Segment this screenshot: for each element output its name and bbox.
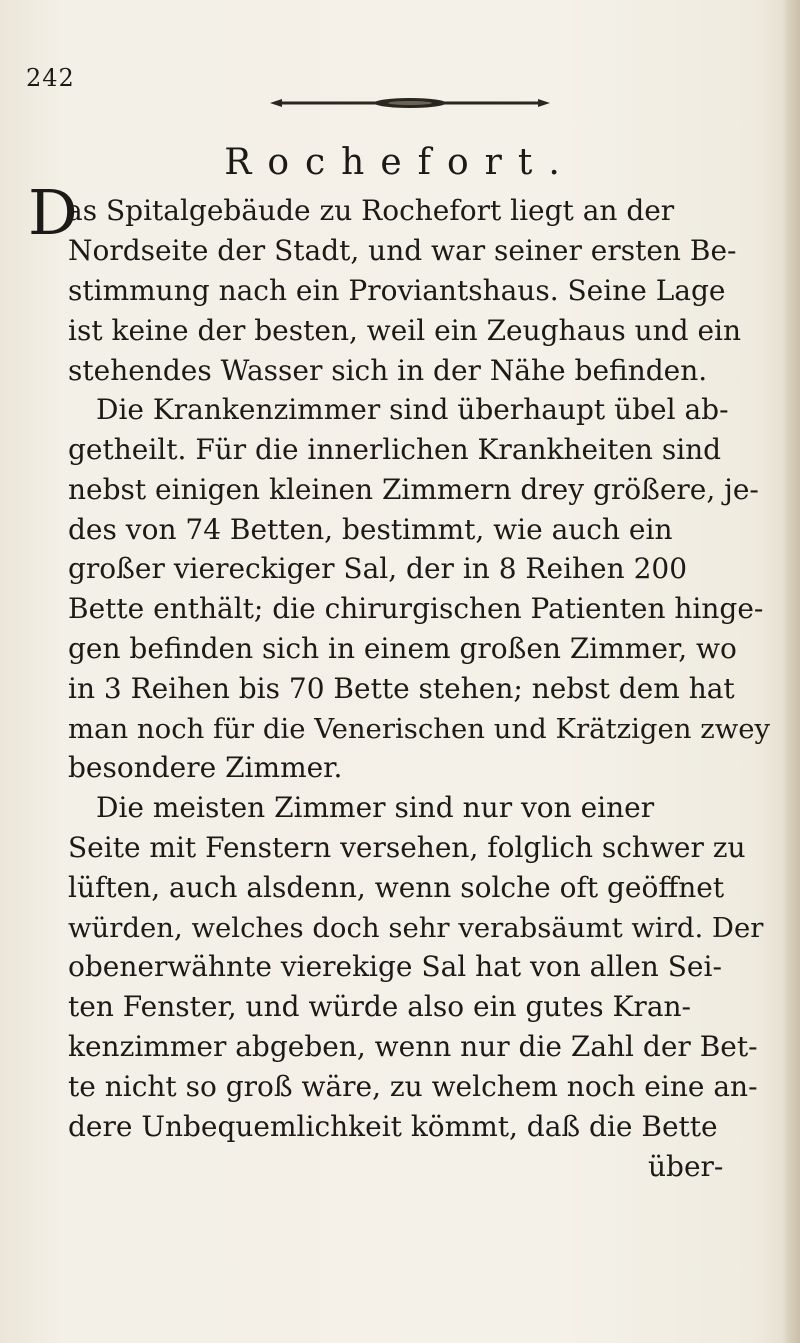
text-line: dere Unbequemlichkeit kömmt, daß die Bette: [68, 1110, 718, 1143]
text-line: te nicht so groß wäre, zu welchem noch eine an-: [68, 1070, 758, 1103]
text-line: Seite mit Fenstern versehen, folglich schwer zu: [68, 831, 746, 864]
text-line: as Spitalgebäude zu Rochefort liegt an der: [66, 194, 675, 227]
text-line: nebst einigen kleinen Zimmern drey größere, je-: [68, 473, 759, 506]
text-line: stehendes Wasser sich in der Nähe befinden.: [68, 354, 708, 387]
catchword: über-: [648, 1150, 724, 1183]
text-line: lüften, auch alsdenn, wenn solche oft geöffnet: [68, 871, 725, 904]
page-number: 242: [26, 64, 75, 92]
drop-cap: D: [28, 176, 78, 249]
page-edge-shadow: [782, 0, 800, 1343]
text-line: besondere Zimmer.: [68, 751, 343, 784]
text-line: in 3 Reihen bis 70 Bette stehen; nebst dem hat: [68, 672, 735, 705]
section-title: Rochefort.: [224, 142, 576, 183]
text-line: Die meisten Zimmer sind nur von einer: [96, 791, 655, 824]
text-line: Die Krankenzimmer sind überhaupt übel ab-: [96, 393, 729, 426]
text-line: ten Fenster, und würde also ein gutes Kran-: [68, 990, 691, 1023]
text-line: getheilt. Für die innerlichen Krankheiten sind: [68, 433, 722, 466]
text-line: würden, welches doch sehr verabsäumt wird. Der: [68, 912, 764, 944]
text-line: ist keine der besten, weil ein Zeughaus und ein: [68, 314, 742, 347]
text-line: obenerwähnte vierekige Sal hat von allen Sei-: [68, 950, 722, 983]
text-line: man noch für die Venerischen und Krätzigen zwey: [68, 713, 771, 745]
text-line: Nordseite der Stadt, und war seiner ersten Be-: [68, 234, 737, 267]
text-line: gen befinden sich in einem großen Zimmer, wo: [68, 632, 737, 665]
header-ornament: [270, 98, 550, 108]
text-line: stimmung nach ein Proviantshaus. Seine Lage: [68, 274, 726, 307]
text-line: kenzimmer abgeben, wenn nur die Zahl der Bet-: [68, 1030, 758, 1063]
text-line: großer viereckiger Sal, der in 8 Reihen 200: [68, 552, 688, 585]
text-line: des von 74 Betten, bestimmt, wie auch ein: [68, 513, 673, 546]
text-line: Bette enthält; die chirurgischen Patienten hinge-: [68, 592, 764, 625]
